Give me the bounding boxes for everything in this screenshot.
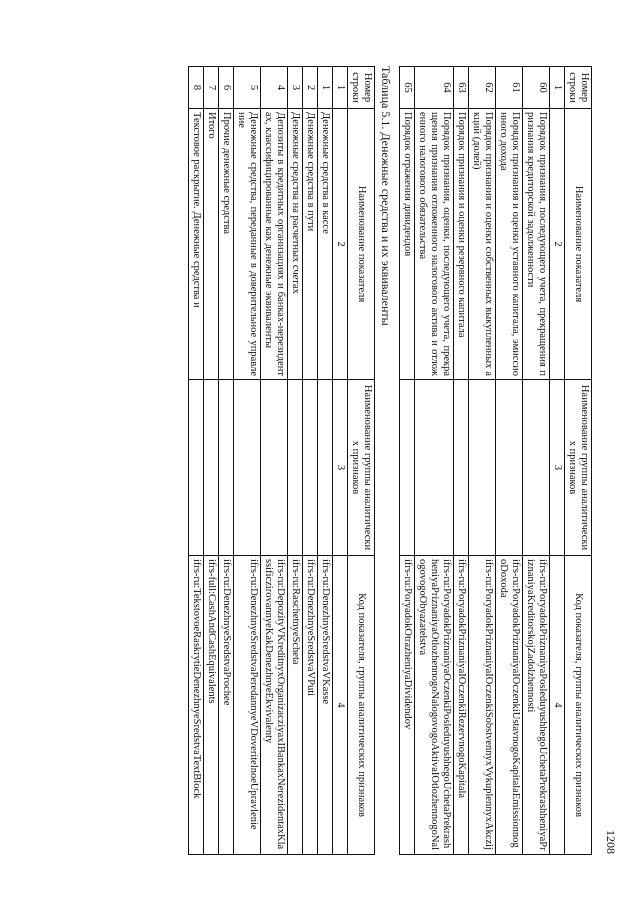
group-name: [415, 380, 454, 556]
indicator-code: ifrs-ru:PoryadokPriznaniyaIOczenkiUstavnogoKapitalaEmissionnogoDoxoda: [496, 556, 523, 855]
row-number: 2: [303, 67, 318, 109]
indicator-name: Денежные средства, переданные в доверительное управление: [234, 109, 261, 380]
indicator-name: Денежные средства в пути: [303, 109, 318, 380]
row-number: 4: [261, 67, 288, 109]
column-numbers-row: [550, 67, 565, 855]
group-name: [219, 380, 234, 556]
header-indicator-name: Наименование показателя: [348, 109, 375, 380]
table-row: [288, 67, 303, 855]
group-name: [204, 380, 219, 556]
group-name: [261, 380, 288, 556]
table-row: [303, 67, 318, 855]
table-row: [400, 67, 415, 855]
indicator-code: ifrs-ru:DenezhnyeSredstvaVPuti: [303, 556, 318, 855]
header-row-number: Номер строки: [565, 67, 592, 109]
indicator-code: ifrs-ru:DepozityVKreditnyxOrganizacziyaxIBankaxNerezidentaxKlassificzirovannyeKakDenezhnyeEkvivalenty: [261, 556, 288, 855]
table-caption: Таблица 5.1. Денежные средства и их эквиваленты: [379, 66, 393, 326]
indicator-code: ifrs-ru:DenezhnyeSredstvaVKasse: [318, 556, 333, 855]
column-number: 1: [550, 67, 565, 109]
table-row: [189, 67, 204, 855]
group-name: [303, 380, 318, 556]
indicator-code: ifrs-ru:PoryadokPriznaniyaPosleduyushhegoUchetaPrekrashheniyaPriznaniyaKreditorskojZadolzhennosti: [523, 556, 550, 855]
column-number: 2: [550, 109, 565, 380]
indicator-name: Порядок отражения дивидендов: [400, 109, 415, 380]
table-row: [219, 67, 234, 855]
row-number: 61: [496, 67, 523, 109]
indicator-code: ifrs-ru:PoryadokOtrazheniyaDividendov: [400, 556, 415, 855]
table-row: [415, 67, 454, 855]
indicator-name: Денежные средства на расчетных счетах: [288, 109, 303, 380]
group-name: [234, 380, 261, 556]
column-number: 3: [333, 380, 348, 556]
table-row: [454, 67, 469, 855]
row-number: 62: [469, 67, 496, 109]
column-number: 2: [333, 109, 348, 380]
indicator-code: ifrs-ru:PoryadokPriznaniyaOczenkiPosleduyushhegoUchetaPrekrashheniyaPriznaniyaOtlozhennogoNalogovogoAktivaIOtlozhennogoNalogovogoObyazatelstva: [415, 556, 454, 855]
row-number: 6: [219, 67, 234, 109]
group-name: [318, 380, 333, 556]
header-code: Код показателя, группы аналитических признаков: [348, 556, 375, 855]
header-row-number: Номер строки: [348, 67, 375, 109]
table-row: [204, 67, 219, 855]
table-row: [318, 67, 333, 855]
indicator-name: Текстовое раскрытие. Денежные средства и: [189, 109, 204, 380]
table-row: [496, 67, 523, 855]
row-number: 3: [288, 67, 303, 109]
row-number: 1: [318, 67, 333, 109]
indicator-name: Порядок признания и оценки уставного капитала, эмиссионного дохода: [496, 109, 523, 380]
indicator-code: ifrs-ru:DenezhnyeSredstvaProchee: [219, 556, 234, 855]
indicator-name: Порядок признания и оценки резервного капитала: [454, 109, 469, 380]
table-row: [469, 67, 496, 855]
row-number: 64: [415, 67, 454, 109]
column-number: 1: [333, 67, 348, 109]
row-number: 7: [204, 67, 219, 109]
column-number: 4: [550, 556, 565, 855]
row-number: 8: [189, 67, 204, 109]
group-name: [496, 380, 523, 556]
indicators-table: [399, 66, 592, 855]
indicator-name: Депозиты в кредитных организациях и банках-нерезидентах, классифицированные как денежные эквиваленты: [261, 109, 288, 380]
header-indicator-name: Наименование показателя: [565, 109, 592, 380]
indicator-name: Порядок признания и оценки собственных выкупленных акций (долей): [469, 109, 496, 380]
column-number: 3: [550, 380, 565, 556]
indicator-code: ifrs-ru:PoryadokPriznaniyaIOczenkiRezervnogoKapitala: [454, 556, 469, 855]
cash-equivalents-table: [188, 66, 375, 855]
page-number: 1208: [604, 830, 618, 854]
row-number: 63: [454, 67, 469, 109]
group-name: [189, 380, 204, 556]
group-name: [400, 380, 415, 556]
indicator-code: ifrs-ru:DenezhnyeSredstvaPeredannyeVDoveritelnoeUpravlenie: [234, 556, 261, 855]
indicator-code: ifrs-ru:PoryadokPriznaniyaIOczenkiSobstvennyxVykuplennyxAkczij: [469, 556, 496, 855]
table-header-row: [348, 67, 375, 855]
group-name: [523, 380, 550, 556]
table-row: [261, 67, 288, 855]
header-code: Код показателя, группы аналитических признаков: [565, 556, 592, 855]
indicator-name: Порядок признания, оценки, последующего учета, прекращения признания отложенного налогового актива и отложенного налогового обязательства: [415, 109, 454, 380]
row-number: 65: [400, 67, 415, 109]
group-name: [454, 380, 469, 556]
group-name: [469, 380, 496, 556]
row-number: 60: [523, 67, 550, 109]
indicator-code: ifrs-ru:RaschetnyeScheta: [288, 556, 303, 855]
row-number: 5: [234, 67, 261, 109]
table-row: [234, 67, 261, 855]
header-group-name: Наименование группы аналитических признаков: [565, 380, 592, 556]
header-group-name: Наименование группы аналитических признаков: [348, 380, 375, 556]
indicator-code: ifrs-full:CashAndCashEquivalents: [204, 556, 219, 855]
indicator-name: Итого: [204, 109, 219, 380]
indicator-name: Денежные средства в кассе: [318, 109, 333, 380]
column-number: 4: [333, 556, 348, 855]
indicator-code: ifrs-ru:TekstovoeRaskrytieDenezhnyeSredstvaTextBlock: [189, 556, 204, 855]
group-name: [288, 380, 303, 556]
column-numbers-row: [333, 67, 348, 855]
table-header-row: [565, 67, 592, 855]
indicator-name: Порядок признания, последующего учета, прекращения признания кредиторской задолженности: [523, 109, 550, 380]
table-row: [523, 67, 550, 855]
indicator-name: Прочие денежные средства: [219, 109, 234, 380]
rotated-content: [72, 66, 618, 854]
